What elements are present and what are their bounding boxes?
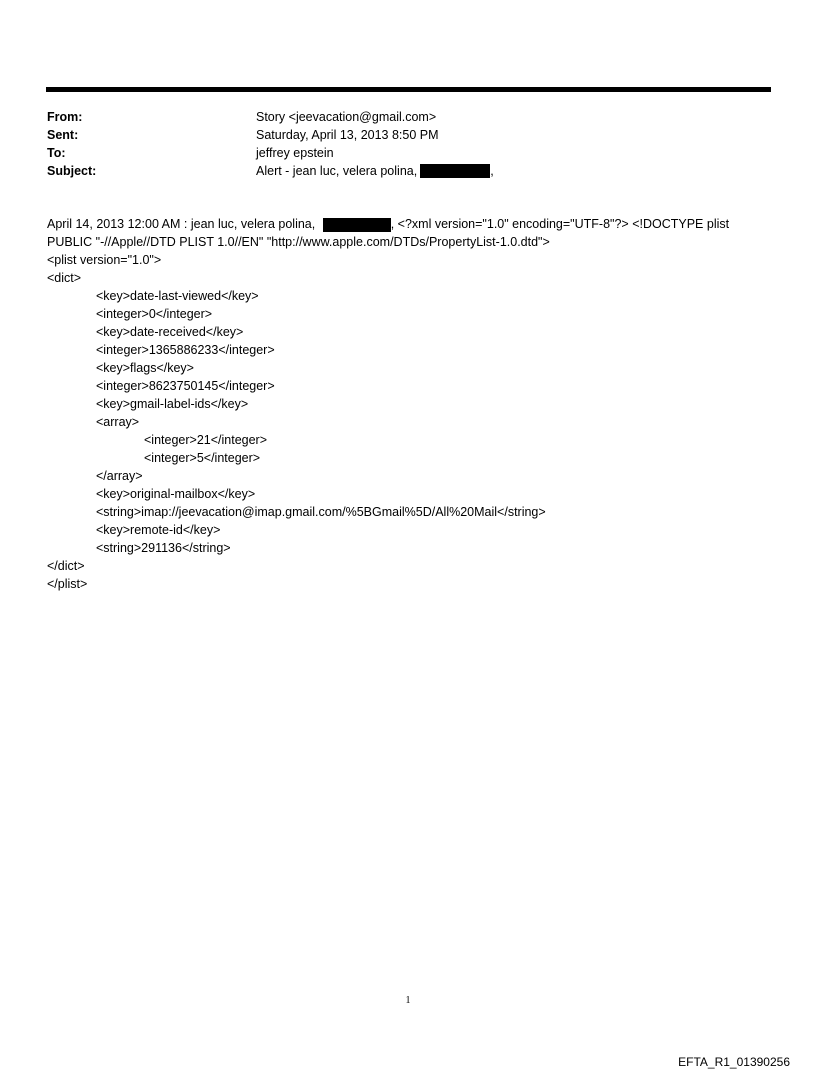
sent-label: Sent:: [47, 128, 79, 142]
document-id: EFTA_R1_01390256: [678, 1055, 790, 1069]
body-line: <integer>8623750145</integer>: [96, 379, 275, 393]
subject-text: Alert - jean luc, velera polina,: [256, 164, 418, 178]
body-line: <array>: [96, 415, 140, 429]
page-number: 1: [405, 995, 411, 1006]
subject-row: [47, 162, 494, 180]
body-line: </dict>: [47, 559, 85, 573]
body-first-line-prefix: April 14, 2013 12:00 AM : jean luc, velera polina,: [47, 217, 316, 231]
body-line: <dict>: [47, 271, 82, 285]
email-body: [47, 215, 772, 593]
redaction-block: [323, 218, 391, 232]
sent-value: Saturday, April 13, 2013 8:50 PM: [256, 128, 439, 142]
body-line: PUBLIC "-//Apple//DTD PLIST 1.0//EN" "http://www.apple.com/DTDs/PropertyList-1.0.dtd">: [47, 235, 550, 249]
body-first-line-suffix: , <?xml version="1.0" encoding="UTF-8"?> <!DOCTYPE plist: [390, 217, 730, 231]
body-line: <integer>5</integer>: [144, 451, 261, 465]
to-value: jeffrey epstein: [256, 146, 334, 160]
redaction-block: [420, 164, 490, 178]
body-line: <key>date-received</key>: [96, 325, 244, 339]
subject-value: [256, 162, 494, 180]
from-value: Story <jeevacation@gmail.com>: [256, 110, 437, 124]
body-line: </array>: [96, 469, 143, 483]
body-line: <integer>1365886233</integer>: [96, 343, 275, 357]
body-line: <key>date-last-viewed</key>: [96, 289, 259, 303]
body-line: <key>remote-id</key>: [96, 523, 221, 537]
plist-content: [47, 233, 772, 593]
body-line: </plist>: [47, 577, 88, 591]
body-line: <key>flags</key>: [96, 361, 194, 375]
body-first-line: [47, 215, 772, 233]
to-label: To:: [47, 146, 66, 160]
sent-row: [47, 126, 494, 144]
body-line: <integer>0</integer>: [96, 307, 213, 321]
body-line: <string>imap://jeevacation@imap.gmail.com/%5BGmail%5D/All%20Mail</string>: [96, 505, 546, 519]
body-line: <integer>21</integer>: [144, 433, 268, 447]
subject-label: Subject:: [47, 164, 97, 178]
body-line: <key>gmail-label-ids</key>: [96, 397, 249, 411]
email-header: [47, 108, 494, 180]
header-divider: [46, 87, 771, 92]
body-line: <string>291136</string>: [96, 541, 231, 555]
to-row: [47, 144, 494, 162]
from-label: From:: [47, 110, 83, 124]
body-line: <plist version="1.0">: [47, 253, 162, 267]
from-row: [47, 108, 494, 126]
body-line: <key>original-mailbox</key>: [96, 487, 256, 501]
subject-suffix: ,: [490, 164, 494, 178]
